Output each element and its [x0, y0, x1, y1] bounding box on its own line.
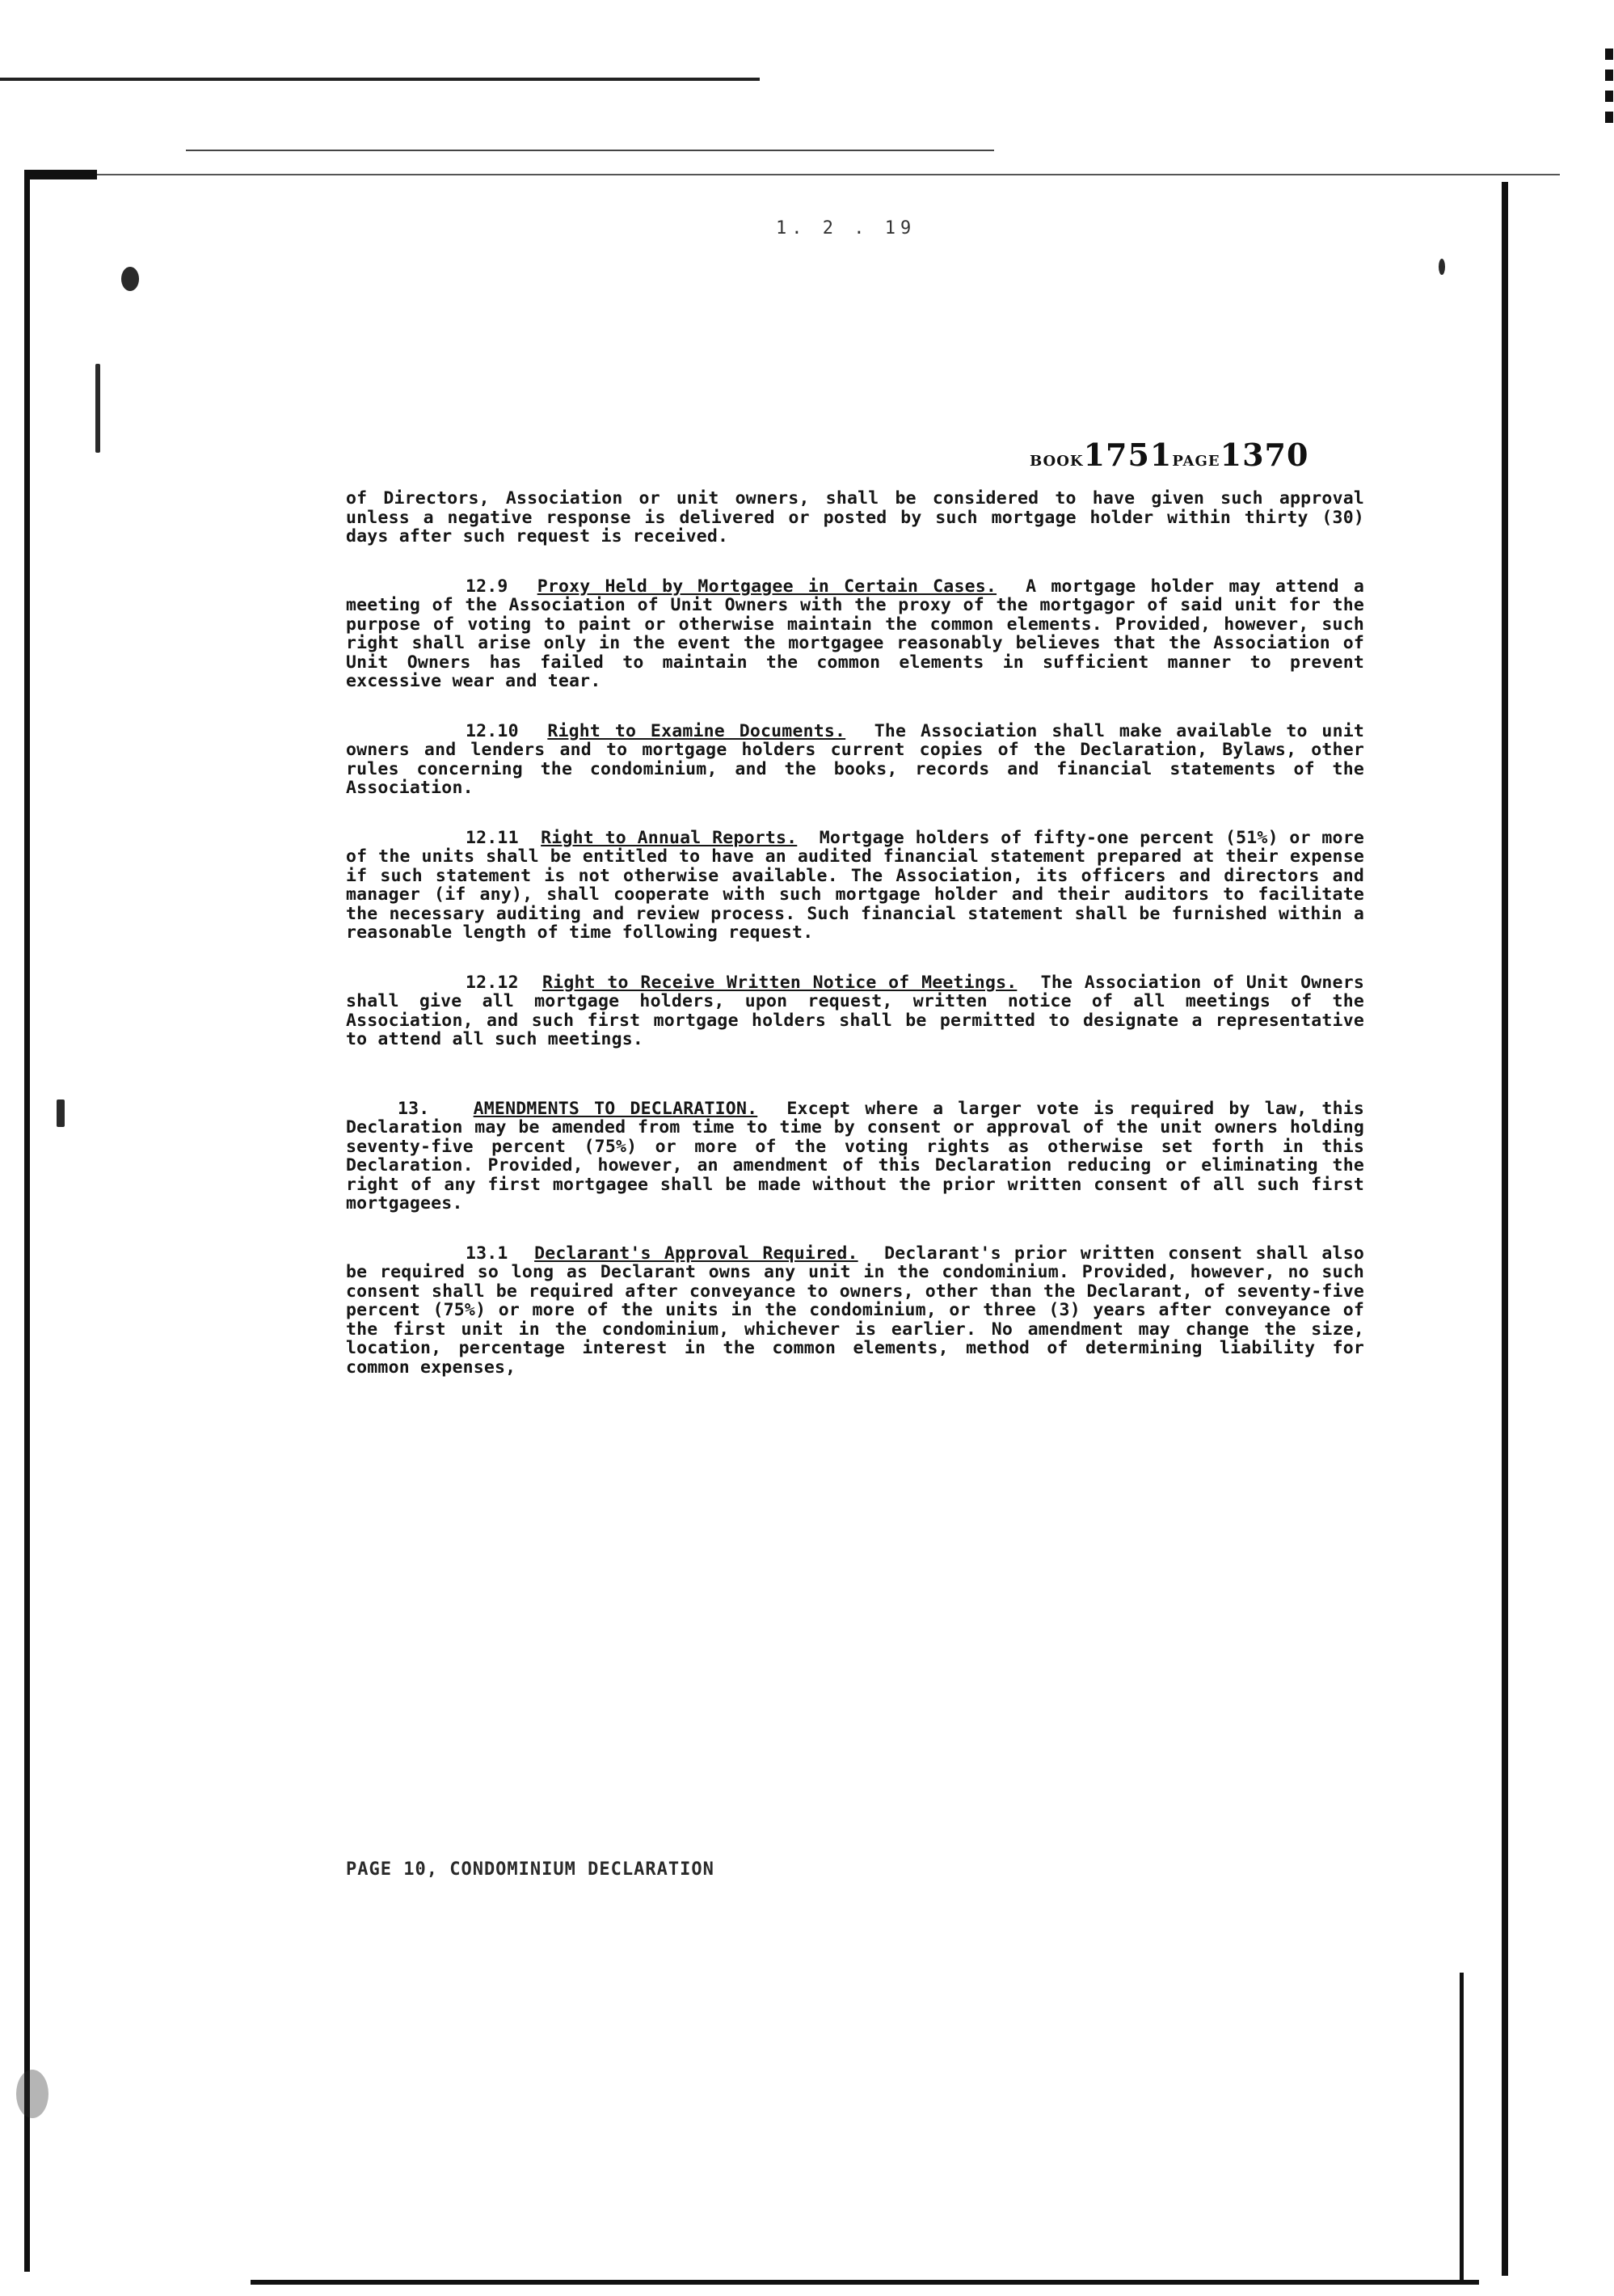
section-number: 12.11 — [466, 827, 519, 848]
scan-speckle — [16, 2070, 48, 2118]
page-label: PAGE — [1172, 453, 1220, 470]
section-heading: Right to Receive Written Notice of Meetings. — [542, 972, 1018, 993]
section-number: 12.12 — [466, 972, 519, 993]
header-fragment: 1. 2 . 19 — [776, 218, 917, 238]
scan-speckle — [1439, 259, 1445, 275]
document-body — [346, 489, 1364, 1377]
scan-artifact-right-edge — [1460, 1973, 1464, 2280]
book-page-reference — [1030, 437, 1308, 473]
scan-artifact-left-corner — [24, 170, 97, 179]
page-footer: PAGE 10, CONDOMINIUM DECLARATION — [346, 1859, 714, 1880]
scan-artifact-rule — [186, 150, 994, 151]
section-text: A mortgage holder may attend a meeting of the Association of Unit Owners with the proxy of the mortgagor of said unit for the purpose of voting to paint or otherwise maintain the common elements. Provided, however, such right shall arise only in the event the mortgagee reasonably believes that the Association of Unit Owners has failed to maintain the common elements in sufficient manner to prevent excessive wear and tear. — [346, 576, 1364, 691]
section-heading: Declarant's Approval Required. — [534, 1243, 858, 1264]
book-label: BOOK — [1030, 453, 1084, 470]
scan-artifact-bottom-rule — [251, 2280, 1479, 2285]
scan-artifact-rule — [48, 174, 1560, 175]
scan-artifact-right-edge — [1502, 182, 1508, 2276]
book-number: 1751 — [1083, 437, 1173, 473]
page-number: 1370 — [1220, 437, 1309, 473]
section-number: 12.9 — [466, 576, 508, 597]
scan-artifact-top-rule — [0, 78, 760, 81]
section-number: 12.10 — [466, 720, 519, 741]
section-12-10 — [346, 722, 1364, 798]
article-text: Except where a larger vote is required by law, this Declaration may be amended from time to time by consent or approval of the unit owners holding seventy-five percent (75%) or more of the voting rights as otherwise set forth in this Declaration. Provided, however, an amendment of this Declaration reducing or eliminating the right of any first mortgagee shall be made without the prior written consent of all such first mortgagees. — [346, 1098, 1365, 1213]
section-heading: Right to Annual Reports. — [541, 827, 798, 848]
section-text: The Association shall make available to unit owners and lenders and to mortgage holders current copies of the Declaration, Bylaws, other rules concerning the condominium, and the books, records and financial statements of the Association. — [346, 720, 1364, 798]
section-12-9 — [346, 577, 1364, 691]
section-12-11 — [346, 829, 1364, 943]
section-13-1 — [346, 1244, 1364, 1378]
scan-artifact-edge-marks — [1605, 49, 1613, 137]
section-heading: Right to Examine Documents. — [547, 720, 846, 741]
section-heading: Proxy Held by Mortgagee in Certain Cases. — [537, 576, 997, 597]
scan-speckle — [57, 1099, 65, 1127]
scan-speckle — [121, 267, 139, 291]
scan-artifact-left-edge — [24, 170, 30, 2272]
article-heading: AMENDMENTS TO DECLARATION. — [473, 1098, 758, 1119]
article-13 — [346, 1099, 1364, 1213]
continuation-paragraph: of Directors, Association or unit owners, shall be considered to have given such approval unless a negative response is delivered or posted by such mortgage holder within thirty (30) days after such request is received. — [346, 488, 1364, 547]
scan-speckle — [95, 364, 100, 453]
article-number: 13. — [398, 1098, 430, 1119]
section-text: Declarant's prior written consent shall also be required so long as Declarant owns any unit in the condominium. Provided, however, no such consent shall be required after conveyance to owners, other than the Declarant, of seventy-five percent (75%) or more of the units in the condominium, or three (3) years after conveyance of the first unit in the condominium, whichever is earlier. No amendment may change the size, location, percentage interest in the common elements, method of determining liability for common expenses, — [346, 1243, 1364, 1378]
section-text: Mortgage holders of fifty-one percent (51%) or more of the units shall be entitled to have an audited financial statement prepared at their expense if such statement is not otherwise available. The Association, its officers and directors and manager (if any), shall cooperate with such mortgage holder and their auditors to facilitate the necessary auditing and review process. Such financial statement shall be furnished within a reasonable length of time following request. — [346, 827, 1364, 943]
section-number: 13.1 — [466, 1243, 508, 1264]
section-text: The Association of Unit Owners shall give all mortgage holders, upon request, written notice of all meetings of the Association, and such first mortgage holders shall be permitted to designate a representative to attend all such meetings. — [346, 972, 1364, 1049]
section-12-12 — [346, 973, 1364, 1049]
